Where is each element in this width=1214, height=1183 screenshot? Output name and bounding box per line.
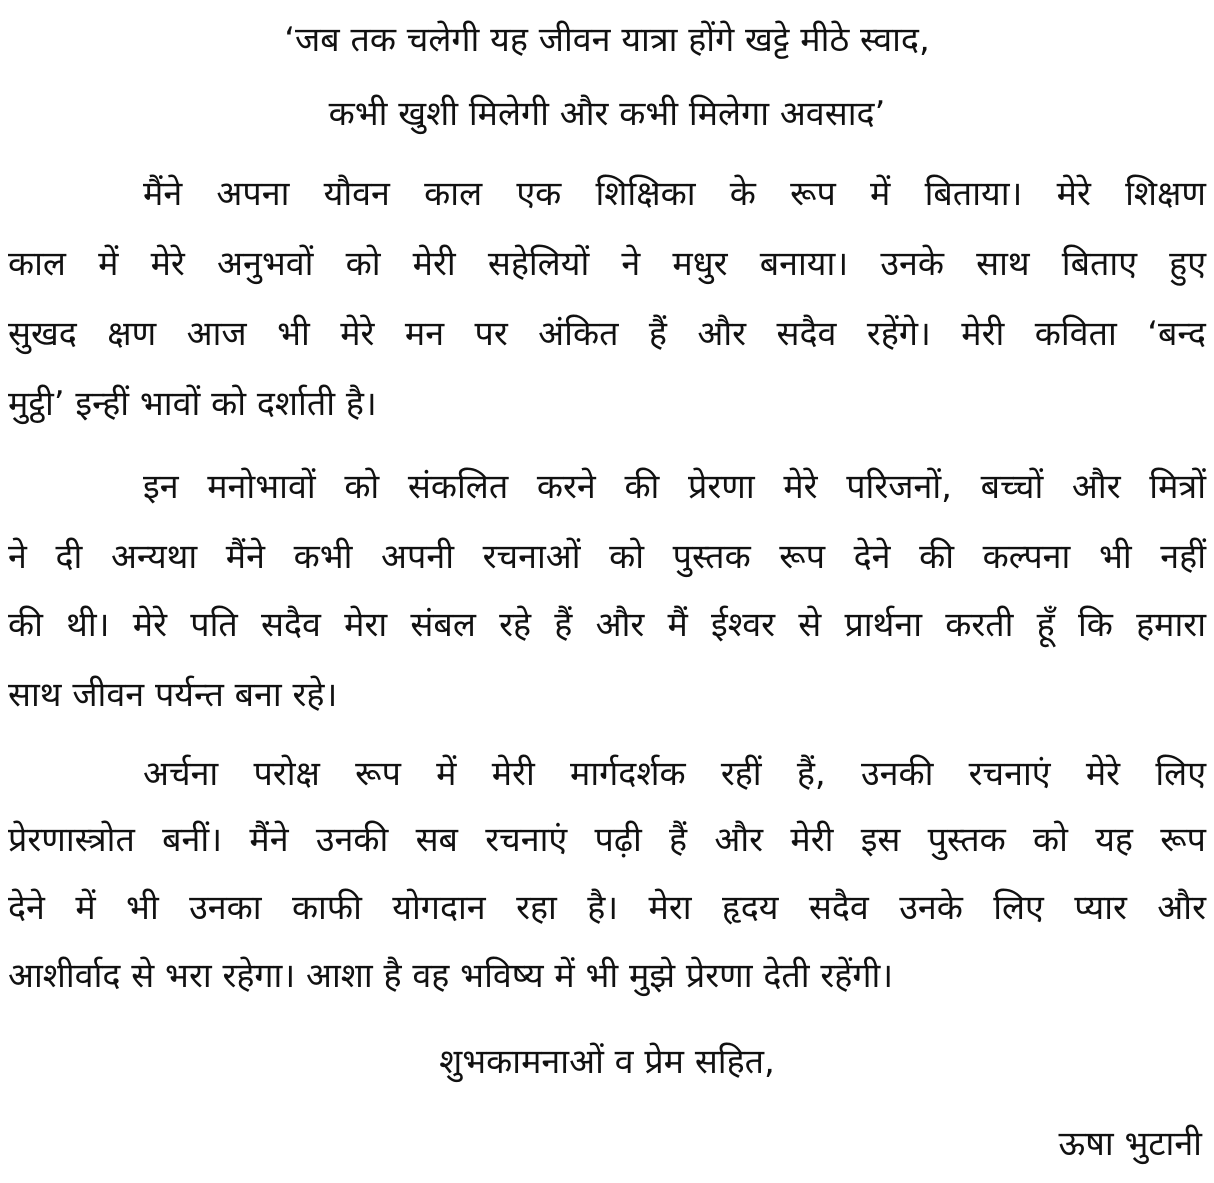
signature: ऊषा भुटानी bbox=[1058, 1124, 1202, 1164]
verse-line-1: ‘जब तक चलेगी यह जीवन यात्रा होंगे खट्टे मीठे स्वाद, bbox=[284, 20, 930, 60]
paragraph-1-line-4: मुट्ठी’ इन्हीं भावों को दर्शाती है। bbox=[8, 384, 377, 424]
paragraph-1-line-3: सुखद क्षण आज भी मेरे मन पर अंकित हैं और सदैव रहेंगे। मेरी कविता ‘बन्द bbox=[8, 314, 1206, 354]
paragraph-3-line-1: अर्चना परोक्ष रूप में मेरी मार्गदर्शक रहीं हैं, उनकी रचनाएं मेरे लिए bbox=[143, 754, 1206, 794]
verse-line-2: कभी खुशी मिलेगी और कभी मिलेगा अवसाद’ bbox=[328, 94, 886, 134]
paragraph-2-line-2: ने दी अन्यथा मैंने कभी अपनी रचनाओं को पुस्तक रूप देने की कल्पना भी नहीं bbox=[8, 537, 1206, 577]
closing-line: शुभकामनाओं व प्रेम सहित, bbox=[439, 1042, 775, 1082]
paragraph-3-line-3: देने में भी उनका काफी योगदान रहा है। मेरा हृदय सदैव उनके लिए प्यार और bbox=[8, 888, 1206, 928]
paragraph-3-line-2: प्रेरणास्त्रोत बनीं। मैंने उनकी सब रचनाएं पढ़ी हैं और मेरी इस पुस्तक को यह रूप bbox=[8, 820, 1206, 860]
paragraph-2-line-4: साथ जीवन पर्यन्त बना रहे। bbox=[8, 675, 338, 715]
paragraph-3-line-4: आशीर्वाद से भरा रहेगा। आशा है वह भविष्य में भी मुझे प्रेरणा देती रहेंगी। bbox=[8, 956, 894, 996]
paragraph-1-line-1: मैंने अपना यौवन काल एक शिक्षिका के रूप में बिताया। मेरे शिक्षण bbox=[143, 174, 1206, 214]
paragraph-1-line-2: काल में मेरे अनुभवों को मेरी सहेलियों ने मधुर बनाया। उनके साथ बिताए हुए bbox=[8, 244, 1206, 284]
paragraph-2-line-3: की थी। मेरे पति सदैव मेरा संबल रहे हैं और मैं ईश्वर से प्रार्थना करती हूँ कि हमारा bbox=[8, 605, 1206, 645]
paragraph-2-line-1: इन मनोभावों को संकलित करने की प्रेरणा मेरे परिजनों, बच्चों और मित्रों bbox=[143, 467, 1206, 507]
